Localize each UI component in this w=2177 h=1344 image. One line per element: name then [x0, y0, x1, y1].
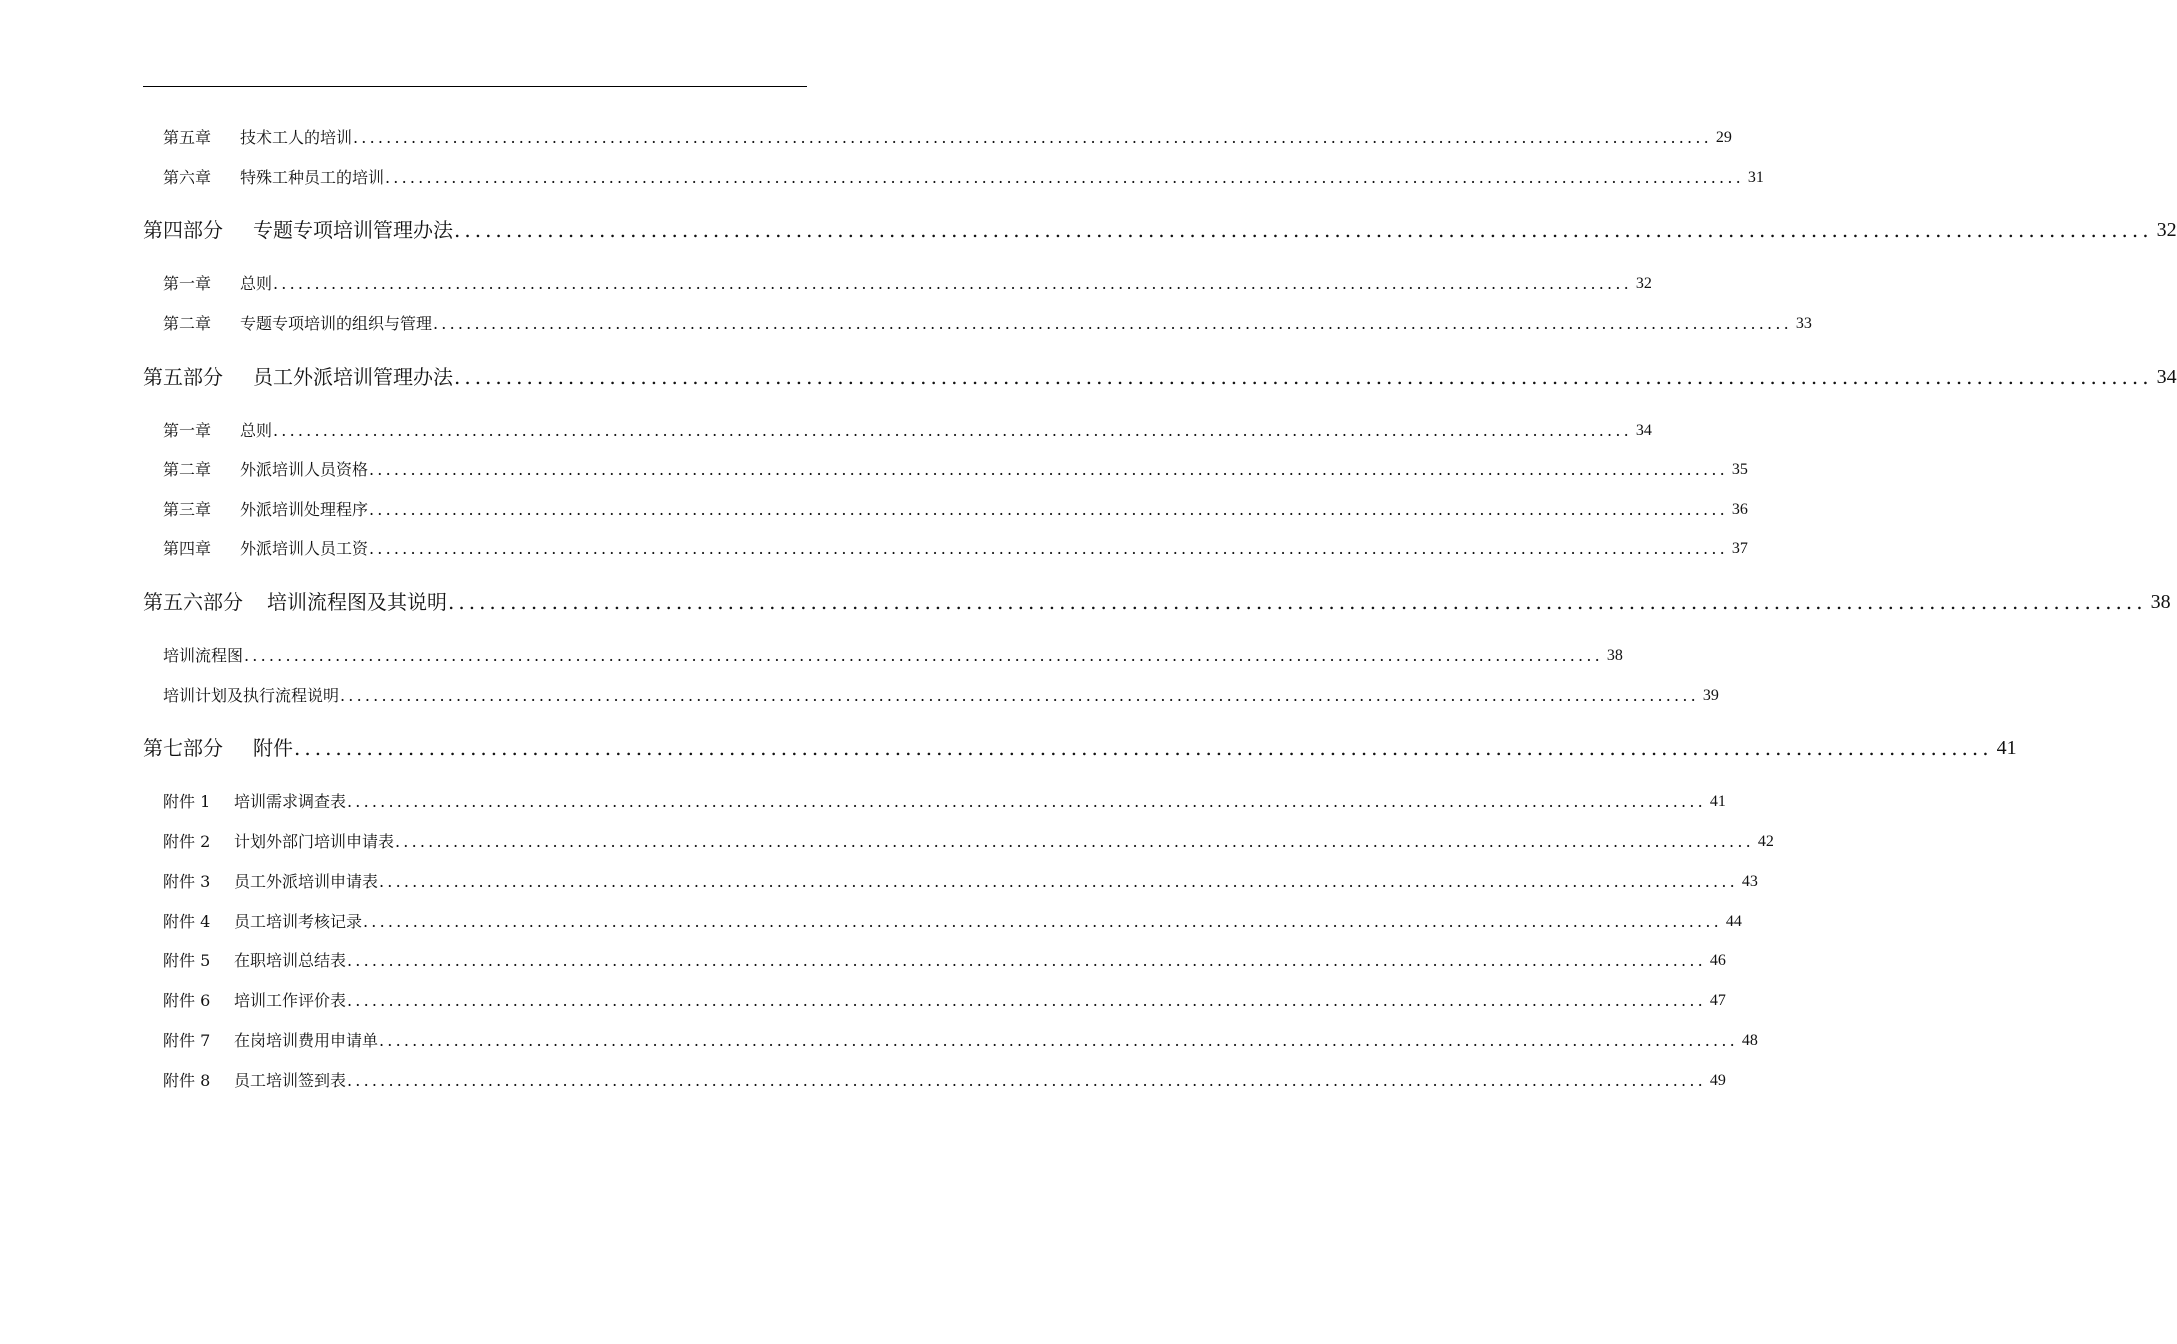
toc-entry-title: 外派培训人员资格 — [240, 460, 369, 479]
toc-entry-title: 员工培训签到表 — [234, 1071, 347, 1090]
toc-entry-number: 第二章 — [163, 314, 212, 333]
toc-entry-title: 外派培训人员工资 — [240, 539, 369, 558]
toc-dot-leader: .................................................................................................................................................................... — [294, 736, 1993, 760]
toc-dot-leader: .................................................................................................................................................................... — [448, 590, 2147, 614]
toc-entry-number: 附件 7 — [163, 1031, 211, 1050]
toc-page-number: 33 — [1795, 315, 1812, 332]
toc-entry-number: 附件 4 — [163, 912, 211, 931]
toc-entry-part5-chapter-3[interactable] — [163, 499, 1748, 521]
toc-entry-part4-chapter-2[interactable] — [163, 313, 1812, 335]
toc-entry-part5-chapter-2[interactable] — [163, 459, 1748, 481]
toc-page-number: 29 — [1715, 129, 1732, 146]
toc-entry-number: 附件 5 — [163, 951, 211, 970]
toc-dot-leader: .................................................................................................................................................................... — [363, 912, 1722, 931]
toc-dot-leader: .................................................................................................................................................................... — [244, 646, 1603, 665]
toc-entry-number: 第五六部分 — [143, 590, 243, 614]
toc-entry-part5-chapter-1[interactable] — [163, 420, 1652, 442]
toc-dot-leader: .................................................................................................................................................................... — [347, 792, 1706, 811]
toc-page-number: 32 — [2156, 219, 2177, 241]
toc-page-number: 32 — [1635, 275, 1652, 292]
toc-entry-title: 特殊工种员工的培训 — [240, 168, 385, 187]
toc-page-number: 47 — [1709, 992, 1726, 1009]
toc-entry-title: 附件 — [253, 736, 293, 760]
toc-page-number: 41 — [1709, 793, 1726, 810]
toc-entry-part-4[interactable] — [143, 216, 2177, 244]
toc-entry-number: 附件 3 — [163, 872, 211, 891]
toc-entry-title: 员工培训考核记录 — [234, 912, 363, 931]
toc-entry-part5-chapter-4[interactable] — [163, 538, 1748, 560]
toc-entry-attachment-5[interactable] — [163, 950, 1726, 972]
toc-entry-attachment-3[interactable] — [163, 871, 1758, 893]
toc-entry-title: 在职培训总结表 — [234, 951, 347, 970]
toc-entry-number: 附件 1 — [163, 792, 211, 811]
toc-entry-chapter-5[interactable] — [163, 127, 1732, 149]
toc-entry-title: 培训流程图及其说明 — [267, 590, 447, 614]
toc-entry-title: 培训需求调查表 — [234, 792, 347, 811]
toc-dot-leader: .................................................................................................................................................................... — [454, 365, 2153, 389]
toc-entry-attachment-8[interactable] — [163, 1070, 1726, 1092]
toc-entry-part-56[interactable] — [143, 588, 2171, 616]
toc-entry-flowchart[interactable] — [163, 645, 1623, 667]
toc-entry-part-7[interactable] — [143, 734, 2017, 762]
toc-page-number: 41 — [1996, 737, 2017, 759]
toc-page-number: 42 — [1757, 833, 1774, 850]
toc-entry-title: 专题专项培训管理办法 — [253, 218, 453, 242]
toc-entry-title: 计划外部门培训申请表 — [234, 832, 395, 851]
toc-page-number: 34 — [2156, 366, 2177, 388]
toc-dot-leader: .................................................................................................................................................................... — [454, 218, 2153, 242]
toc-entry-attachment-6[interactable] — [163, 990, 1726, 1012]
toc-entry-number: 附件 6 — [163, 991, 211, 1010]
toc-entry-title: 外派培训处理程序 — [240, 500, 369, 519]
toc-dot-leader: .................................................................................................................................................................... — [379, 872, 1738, 891]
toc-entry-number: 第七部分 — [143, 736, 223, 760]
toc-entry-part4-chapter-1[interactable] — [163, 273, 1652, 295]
toc-entry-number: 第四部分 — [143, 218, 223, 242]
toc-entry-number: 第五部分 — [143, 365, 223, 389]
toc-entry-title: 员工外派培训管理办法 — [253, 365, 453, 389]
toc-dot-leader: .................................................................................................................................................................... — [353, 128, 1712, 147]
toc-page-number: 38 — [2150, 591, 2171, 613]
toc-page-number: 43 — [1741, 873, 1758, 890]
toc-page-number: 35 — [1731, 461, 1748, 478]
toc-entry-attachment-1[interactable] — [163, 791, 1726, 813]
toc-page-number: 49 — [1709, 1072, 1726, 1089]
toc-dot-leader: .................................................................................................................................................................... — [347, 991, 1706, 1010]
toc-dot-leader: .................................................................................................................................................................... — [273, 274, 1632, 293]
toc-entry-title: 在岗培训费用申请单 — [234, 1031, 379, 1050]
toc-entry-title: 专题专项培训的组织与管理 — [240, 314, 433, 333]
toc-dot-leader: .................................................................................................................................................................... — [340, 686, 1699, 705]
toc-page-number: 44 — [1725, 913, 1742, 930]
toc-entry-number: 第一章 — [163, 274, 212, 293]
toc-page-number: 39 — [1702, 687, 1719, 704]
toc-entry-title: 总则 — [240, 421, 273, 440]
toc-entry-attachment-7[interactable] — [163, 1030, 1758, 1052]
toc-dot-leader: .................................................................................................................................................................... — [379, 1031, 1738, 1050]
toc-dot-leader: .................................................................................................................................................................... — [347, 1071, 1706, 1090]
toc-entry-number: 第三章 — [163, 500, 212, 519]
toc-entry-attachment-4[interactable] — [163, 911, 1742, 933]
toc-page-number: 36 — [1731, 501, 1748, 518]
toc-entry-number: 第一章 — [163, 421, 212, 440]
toc-dot-leader: .................................................................................................................................................................... — [347, 951, 1706, 970]
toc-entry-flow-description[interactable] — [163, 685, 1719, 707]
toc-dot-leader: .................................................................................................................................................................... — [369, 539, 1728, 558]
toc-entry-number: 第二章 — [163, 460, 212, 479]
toc-dot-leader: .................................................................................................................................................................... — [273, 421, 1632, 440]
toc-page-number: 37 — [1731, 540, 1748, 557]
toc-entry-number: 第五章 — [163, 128, 212, 147]
toc-dot-leader: .................................................................................................................................................................... — [433, 314, 1792, 333]
toc-page-number: 46 — [1709, 952, 1726, 969]
toc-page-number: 34 — [1635, 422, 1652, 439]
toc-entry-number: 附件 8 — [163, 1071, 211, 1090]
toc-entry-title: 培训工作评价表 — [234, 991, 347, 1010]
toc-entry-number: 附件 2 — [163, 832, 211, 851]
toc-entry-number: 第六章 — [163, 168, 212, 187]
toc-entry-title: 培训计划及执行流程说明 — [163, 686, 340, 705]
toc-dot-leader: .................................................................................................................................................................... — [395, 832, 1754, 851]
toc-entry-attachment-2[interactable] — [163, 831, 1774, 853]
toc-page-number: 38 — [1606, 647, 1623, 664]
toc-entry-title: 培训流程图 — [163, 646, 244, 665]
toc-entry-title: 技术工人的培训 — [240, 128, 353, 147]
toc-page-number: 48 — [1741, 1032, 1758, 1049]
toc-page-number: 31 — [1747, 169, 1764, 186]
toc-dot-leader: .................................................................................................................................................................... — [385, 168, 1744, 187]
toc-dot-leader: .................................................................................................................................................................... — [369, 500, 1728, 519]
toc-entry-title: 员工外派培训申请表 — [234, 872, 379, 891]
toc-entry-part-5[interactable] — [143, 363, 2177, 391]
toc-entry-number: 第四章 — [163, 539, 212, 558]
toc-dot-leader: .................................................................................................................................................................... — [369, 460, 1728, 479]
toc-entry-title: 总则 — [240, 274, 273, 293]
toc-entry-chapter-6[interactable] — [163, 167, 1764, 189]
